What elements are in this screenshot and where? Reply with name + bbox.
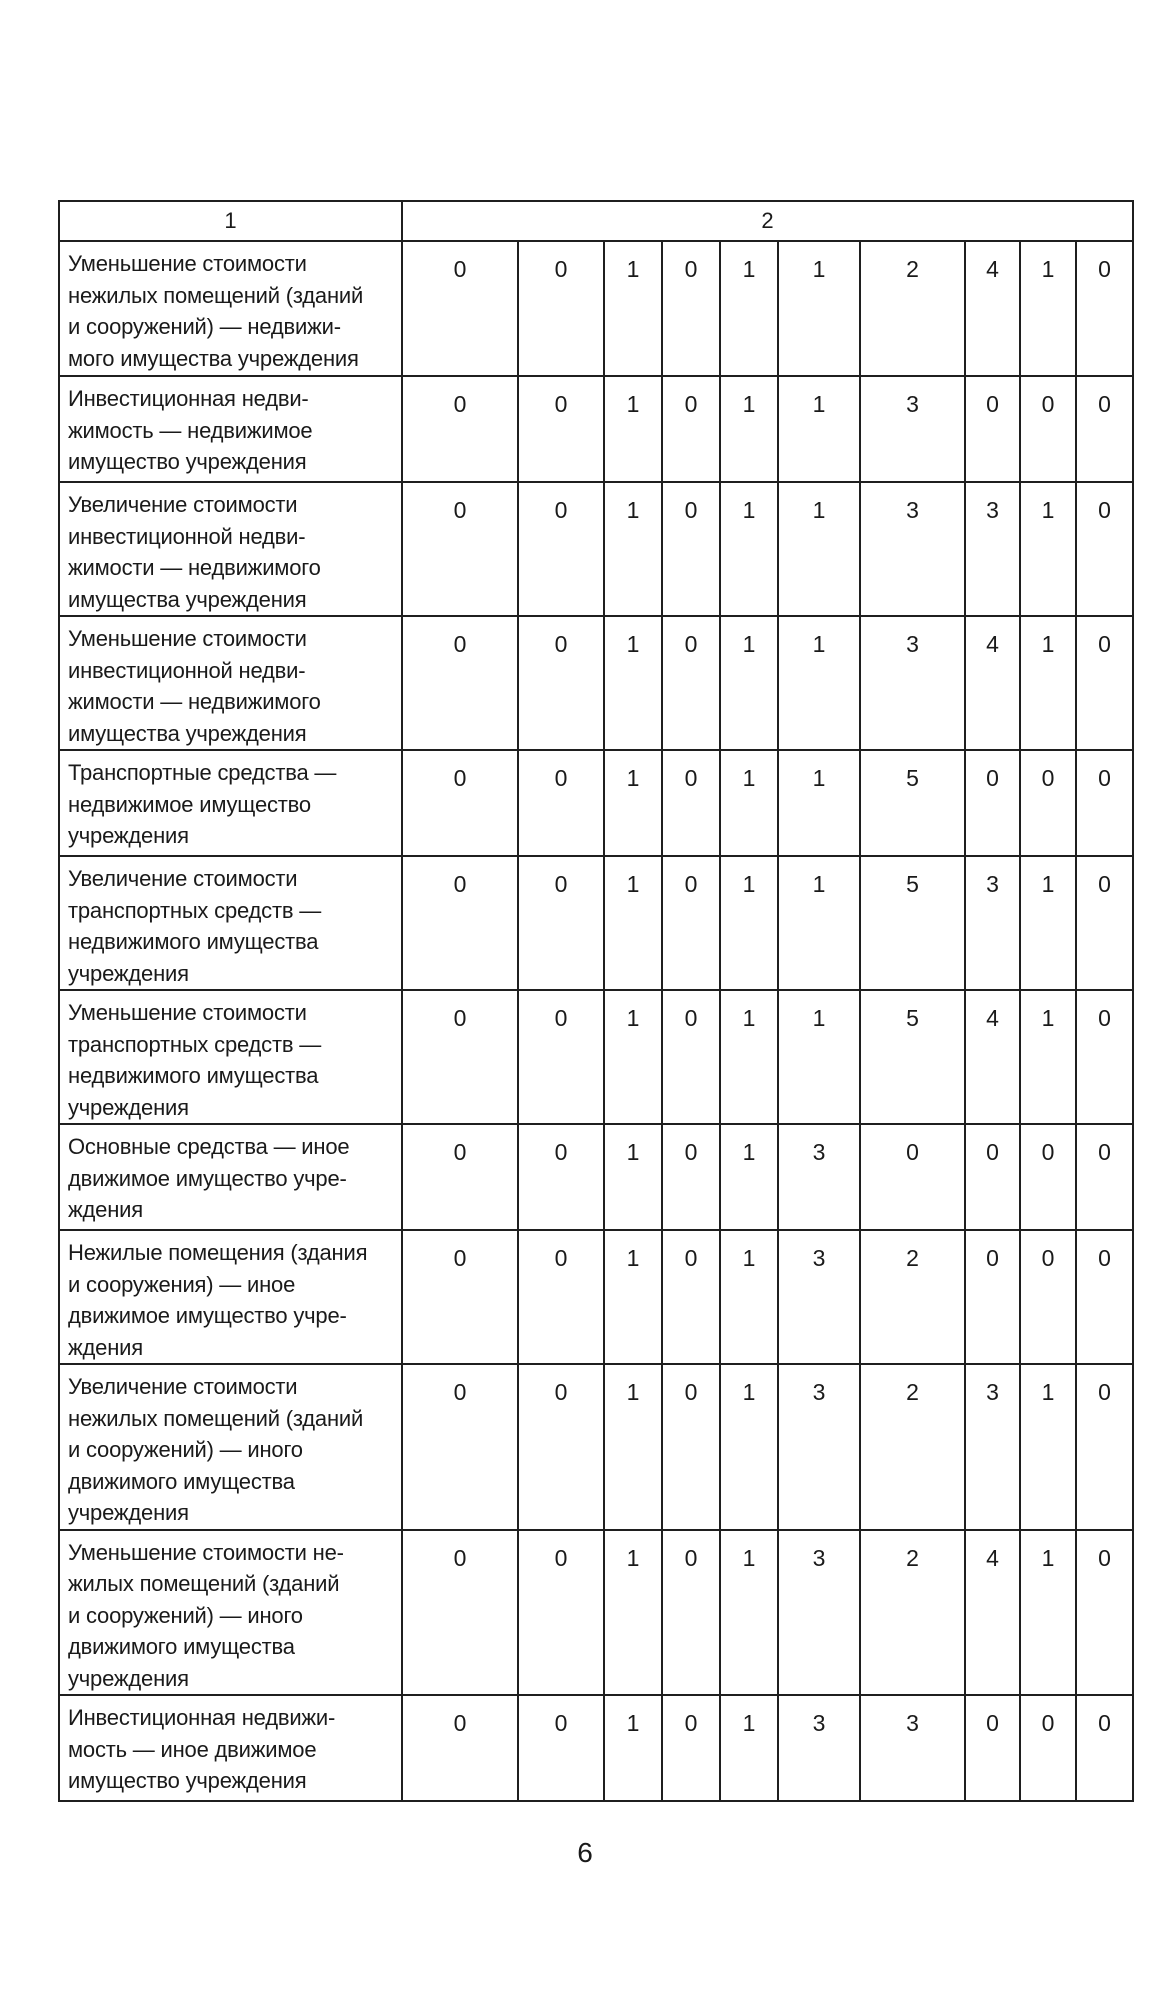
code-digit-10: 0 [1076,1364,1133,1530]
code-digit-5: 1 [720,616,778,750]
row-description: Уменьшение стоимости инвестиционной недви- жимости — недвижимого имущества учреждения [59,616,402,750]
code-digit-2: 0 [518,1230,604,1364]
code-digit-3: 1 [604,376,662,482]
code-digit-8: 4 [965,990,1020,1124]
code-digit-3: 1 [604,1124,662,1230]
code-digit-10: 0 [1076,241,1133,376]
code-digit-3: 1 [604,616,662,750]
code-digit-10: 0 [1076,376,1133,482]
row-description: Инвестиционная недви- жимость — недвижимое имущество учреждения [59,376,402,482]
code-digit-9: 1 [1020,990,1076,1124]
code-digit-4: 0 [662,376,720,482]
header-column-2: 2 [402,201,1133,241]
code-digit-2: 0 [518,1530,604,1696]
table-row [59,856,1133,990]
code-digit-2: 0 [518,750,604,856]
code-digit-8: 0 [965,376,1020,482]
code-digit-5: 1 [720,990,778,1124]
code-digit-10: 0 [1076,1124,1133,1230]
code-digit-1: 0 [402,241,518,376]
table-row [59,241,1133,376]
code-digit-4: 0 [662,750,720,856]
page-number: 6 [577,1837,593,1868]
table-row [59,1124,1133,1230]
table-row [59,376,1133,482]
code-digit-1: 0 [402,750,518,856]
code-digit-1: 0 [402,482,518,616]
code-digit-4: 0 [662,990,720,1124]
code-digit-3: 1 [604,241,662,376]
code-digit-3: 1 [604,1695,662,1801]
code-digit-9: 1 [1020,241,1076,376]
code-digit-9: 1 [1020,482,1076,616]
code-digit-4: 0 [662,1530,720,1696]
table-body [59,201,1133,1801]
code-digit-5: 1 [720,1124,778,1230]
code-digit-8: 4 [965,1530,1020,1696]
code-digit-5: 1 [720,376,778,482]
account-code-table [58,200,1134,1802]
code-digit-6: 1 [778,856,860,990]
code-digit-7: 2 [860,241,965,376]
code-digit-4: 0 [662,241,720,376]
row-description: Транспортные средства — недвижимое имущество учреждения [59,750,402,856]
code-digit-10: 0 [1076,1230,1133,1364]
code-digit-2: 0 [518,990,604,1124]
code-digit-7: 5 [860,990,965,1124]
code-digit-9: 0 [1020,1695,1076,1801]
code-digit-8: 0 [965,1695,1020,1801]
code-digit-1: 0 [402,376,518,482]
code-digit-7: 2 [860,1230,965,1364]
table-row [59,1530,1133,1696]
code-digit-8: 3 [965,856,1020,990]
code-digit-3: 1 [604,482,662,616]
code-digit-5: 1 [720,241,778,376]
code-digit-7: 2 [860,1364,965,1530]
code-digit-7: 3 [860,482,965,616]
header-row [59,201,1133,241]
row-description: Уменьшение стоимости не- жилых помещений (зданий и сооружений) — иного движимого имущества учреждения [59,1530,402,1696]
code-digit-5: 1 [720,856,778,990]
code-digit-10: 0 [1076,1530,1133,1696]
code-digit-4: 0 [662,856,720,990]
row-description: Увеличение стоимости транспортных средств — недвижимого имущества учреждения [59,856,402,990]
code-digit-4: 0 [662,1230,720,1364]
code-digit-7: 3 [860,376,965,482]
code-digit-8: 3 [965,482,1020,616]
code-digit-5: 1 [720,750,778,856]
code-digit-8: 0 [965,1230,1020,1364]
code-digit-4: 0 [662,616,720,750]
table-row [59,1230,1133,1364]
code-digit-10: 0 [1076,990,1133,1124]
code-digit-1: 0 [402,1530,518,1696]
code-digit-5: 1 [720,1230,778,1364]
code-digit-7: 3 [860,1695,965,1801]
code-digit-3: 1 [604,750,662,856]
row-description: Увеличение стоимости нежилых помещений (зданий и сооружений) — иного движимого имущества учреждения [59,1364,402,1530]
code-digit-3: 1 [604,1530,662,1696]
code-digit-5: 1 [720,482,778,616]
code-digit-8: 4 [965,241,1020,376]
code-digit-9: 1 [1020,1530,1076,1696]
code-digit-7: 5 [860,750,965,856]
code-digit-3: 1 [604,990,662,1124]
code-digit-6: 3 [778,1124,860,1230]
code-digit-6: 1 [778,241,860,376]
table-row [59,1364,1133,1530]
code-digit-1: 0 [402,856,518,990]
code-digit-1: 0 [402,1364,518,1530]
table-row [59,482,1133,616]
row-description: Уменьшение стоимости транспортных средств — недвижимого имущества учреждения [59,990,402,1124]
code-digit-1: 0 [402,1124,518,1230]
code-digit-2: 0 [518,616,604,750]
code-digit-7: 5 [860,856,965,990]
code-digit-3: 1 [604,1364,662,1530]
code-digit-4: 0 [662,1124,720,1230]
code-digit-3: 1 [604,856,662,990]
row-description: Инвестиционная недвижи- мость — иное движимое имущество учреждения [59,1695,402,1801]
table-row [59,750,1133,856]
row-description: Основные средства — иное движимое имущество учре- ждения [59,1124,402,1230]
code-digit-9: 1 [1020,1364,1076,1530]
row-description: Уменьшение стоимости нежилых помещений (зданий и сооружений) — недвижи- мого имущества учреждения [59,241,402,376]
code-digit-2: 0 [518,482,604,616]
code-digit-6: 1 [778,616,860,750]
row-description: Увеличение стоимости инвестиционной недви- жимости — недвижимого имущества учреждения [59,482,402,616]
header-column-1: 1 [59,201,402,241]
code-digit-4: 0 [662,1695,720,1801]
code-digit-9: 1 [1020,856,1076,990]
code-digit-8: 0 [965,1124,1020,1230]
table-row [59,616,1133,750]
code-digit-6: 3 [778,1695,860,1801]
code-digit-9: 1 [1020,616,1076,750]
code-digit-10: 0 [1076,750,1133,856]
code-digit-2: 0 [518,856,604,990]
code-digit-1: 0 [402,616,518,750]
code-digit-6: 1 [778,376,860,482]
code-digit-7: 3 [860,616,965,750]
code-digit-2: 0 [518,1695,604,1801]
code-digit-6: 3 [778,1530,860,1696]
code-digit-6: 1 [778,750,860,856]
code-digit-5: 1 [720,1530,778,1696]
code-digit-1: 0 [402,1230,518,1364]
code-digit-2: 0 [518,241,604,376]
code-digit-10: 0 [1076,616,1133,750]
code-digit-9: 0 [1020,1230,1076,1364]
code-digit-9: 0 [1020,750,1076,856]
code-digit-6: 3 [778,1230,860,1364]
code-digit-8: 4 [965,616,1020,750]
code-digit-8: 0 [965,750,1020,856]
code-digit-7: 2 [860,1530,965,1696]
code-digit-7: 0 [860,1124,965,1230]
code-digit-5: 1 [720,1695,778,1801]
code-digit-10: 0 [1076,482,1133,616]
code-digit-5: 1 [720,1364,778,1530]
code-digit-10: 0 [1076,1695,1133,1801]
code-digit-6: 1 [778,482,860,616]
code-digit-2: 0 [518,376,604,482]
table-row [59,990,1133,1124]
code-digit-8: 3 [965,1364,1020,1530]
code-digit-10: 0 [1076,856,1133,990]
code-digit-2: 0 [518,1364,604,1530]
code-digit-6: 1 [778,990,860,1124]
code-digit-9: 0 [1020,376,1076,482]
code-digit-1: 0 [402,1695,518,1801]
code-digit-3: 1 [604,1230,662,1364]
code-digit-1: 0 [402,990,518,1124]
code-digit-4: 0 [662,482,720,616]
code-digit-2: 0 [518,1124,604,1230]
code-digit-9: 0 [1020,1124,1076,1230]
code-digit-6: 3 [778,1364,860,1530]
table-row [59,1695,1133,1801]
row-description: Нежилые помещения (здания и сооружения) — иное движимое имущество учре- ждения [59,1230,402,1364]
code-digit-4: 0 [662,1364,720,1530]
